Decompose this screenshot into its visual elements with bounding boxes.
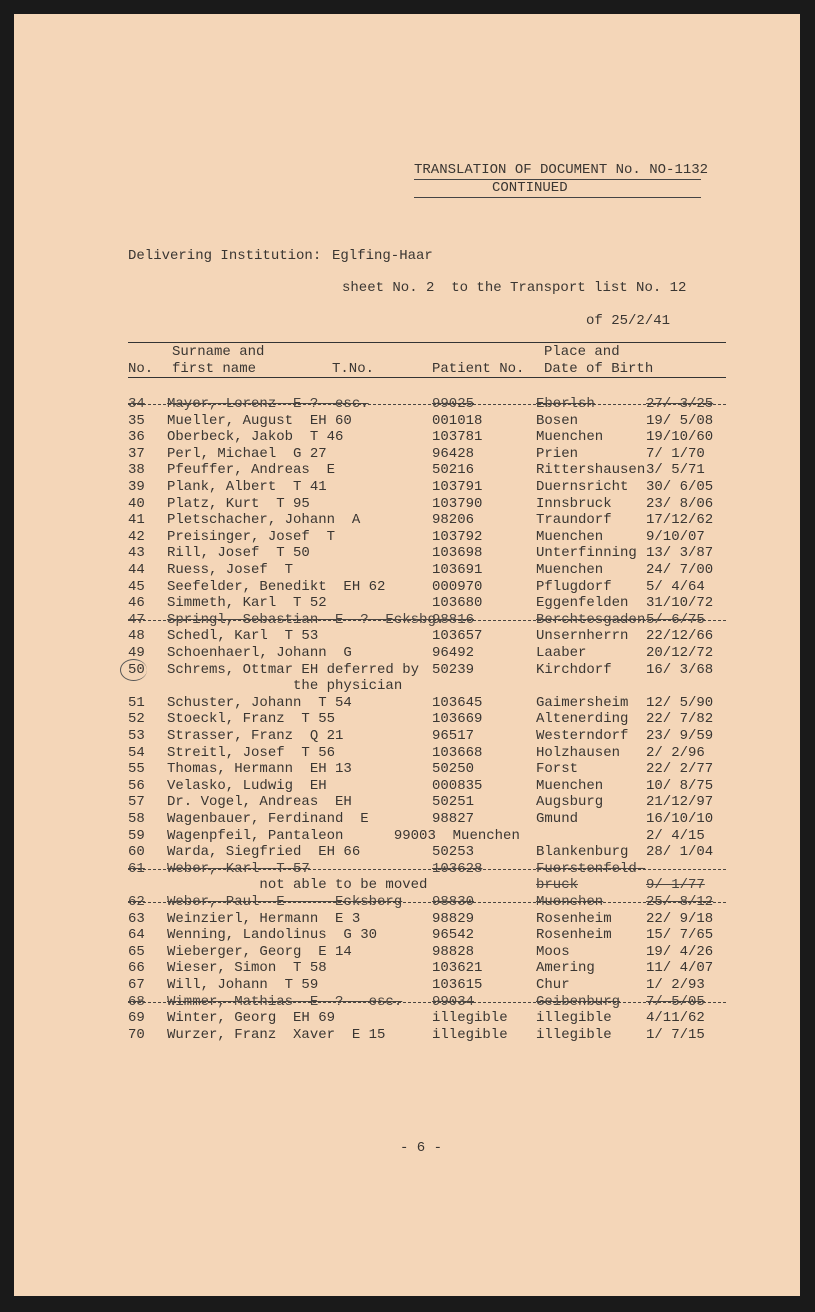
row-name: Schedl, Karl T 53 (167, 628, 319, 645)
page-number: - 6 - (400, 1140, 443, 1156)
row-name: Mayer, Lorenz E ? esc. (167, 396, 369, 412)
table-row (14, 628, 800, 644)
row-name: Plank, Albert T 41 (167, 479, 327, 495)
row-name: Seefelder, Benedikt EH 62 (167, 578, 386, 595)
row-patient-no: 103781 (432, 429, 483, 446)
row-date: 31/10/72 (646, 595, 714, 612)
row-patient-no: 98206 (432, 512, 475, 529)
row-date: 9/10/07 (646, 528, 705, 545)
row-date: 16/ 3/68 (646, 661, 714, 678)
row-name: Schoenhaerl, Johann G (167, 645, 352, 661)
row-date: 9/ 1/77 (646, 877, 705, 894)
row-place: Muenchen (536, 528, 604, 545)
row-date: 10/ 8/75 (646, 777, 714, 794)
table-row (14, 794, 800, 810)
row-number: 43 (128, 545, 145, 562)
row-name: Weinzierl, Hermann E 3 (167, 910, 361, 927)
row-number: 61 (128, 860, 145, 877)
row-name: the physician (167, 678, 403, 695)
row-patient-no: 000835 (432, 777, 483, 794)
row-name: Weber, Karl T 57 (167, 860, 310, 877)
row-number: 34 (128, 396, 145, 412)
row-date: 7/ 1/70 (646, 445, 705, 462)
table-row (14, 960, 800, 976)
institution-label: Delivering Institution: (128, 248, 322, 264)
col-header-no: No. (128, 361, 154, 377)
row-place: Rosenheim (536, 927, 612, 944)
row-patient-no: 98830 (432, 894, 475, 910)
row-patient-no: 103790 (432, 495, 483, 512)
row-date: 20/12/72 (646, 645, 714, 661)
row-patient-no: 103792 (432, 528, 483, 545)
row-name: Simmeth, Karl T 52 (167, 595, 327, 612)
row-date: 5/ 6/75 (646, 611, 705, 628)
row-patient-no: 001018 (432, 412, 483, 429)
row-number: 50 (128, 661, 145, 678)
table-row (14, 579, 800, 595)
row-place: Muenchen (536, 429, 604, 446)
row-patient-no: 98828 (432, 943, 475, 960)
row-name: Preisinger, Josef T (167, 528, 336, 545)
row-place: Berchtesgaden (536, 611, 646, 628)
row-number: 63 (128, 910, 145, 927)
row-number: 70 (128, 1026, 145, 1043)
row-name: Pletschacher, Johann A (167, 512, 361, 529)
row-place: Kirchdorf (536, 661, 612, 678)
strike-line (128, 1002, 726, 1004)
row-name: Wenning, Landolinus G 30 (167, 927, 378, 944)
row-name: Oberbeck, Jakob T 46 (167, 429, 344, 446)
row-date: 23/ 8/06 (646, 495, 714, 512)
row-name: Winter, Georg EH 69 (167, 1010, 336, 1027)
row-date: 15/ 7/65 (646, 927, 714, 944)
table-top-rule (128, 342, 726, 343)
row-place: Rosenheim (536, 910, 612, 927)
row-place: Laaber (536, 645, 587, 661)
row-patient-no: 96542 (432, 927, 475, 944)
row-place: Bosen (536, 412, 579, 429)
row-place: Altenerding (536, 711, 629, 728)
row-place: Chur (536, 977, 570, 993)
row-number: 41 (128, 512, 145, 529)
row-patient-no: 103657 (432, 628, 483, 645)
row-patient-no: 96492 (432, 645, 475, 661)
row-date: 2/ 2/96 (646, 744, 705, 761)
table-row (14, 927, 800, 943)
row-date: 22/12/66 (646, 628, 714, 645)
row-date: 12/ 5/90 (646, 694, 714, 711)
table-row (14, 413, 800, 429)
table-row (14, 977, 800, 993)
document-title: TRANSLATION OF DOCUMENT No. NO-1132 (414, 162, 709, 178)
row-place: Prien (536, 445, 579, 462)
row-number: 67 (128, 977, 145, 993)
row-number: 62 (128, 894, 145, 910)
row-number: 58 (128, 811, 145, 827)
row-number: 54 (128, 744, 145, 761)
row-name: Dr. Vogel, Andreas EH (167, 794, 352, 811)
row-place: bruck (536, 877, 579, 894)
row-name: Perl, Michael G 27 (167, 445, 327, 462)
row-name: Wagenbauer, Ferdinand E (167, 811, 369, 827)
row-patient-no: 98816 (432, 611, 475, 628)
row-name: Wieser, Simon T 58 (167, 960, 327, 977)
row-date: 21/12/97 (646, 794, 714, 811)
row-place: illegible (536, 1026, 612, 1043)
row-place: Gmund (536, 811, 579, 827)
table-row (14, 662, 800, 678)
table-row (14, 728, 800, 744)
row-place: Fuerstenfeld- (536, 860, 646, 877)
row-date: 23/ 9/59 (646, 728, 714, 744)
row-name: Wurzer, Franz Xaver E 15 (167, 1026, 386, 1043)
row-number: 65 (128, 943, 145, 960)
row-name: Will, Johann T 59 (167, 977, 319, 993)
row-date: 7/ 5/05 (646, 993, 705, 1010)
row-patient-no: 103669 (432, 711, 483, 728)
table-row (14, 894, 800, 910)
table-row (14, 462, 800, 478)
row-date: 2/ 4/15 (646, 827, 705, 844)
institution-value: Eglfing-Haar (332, 248, 433, 264)
row-date: 28/ 1/04 (646, 844, 714, 861)
row-number: 35 (128, 412, 145, 429)
row-number: 64 (128, 927, 145, 944)
table-row (14, 911, 800, 927)
row-patient-no: 103791 (432, 479, 483, 495)
row-name: Pfeuffer, Andreas E (167, 462, 336, 479)
row-date: 1/ 7/15 (646, 1026, 705, 1043)
table-row (14, 761, 800, 777)
row-date: 11/ 4/07 (646, 960, 714, 977)
row-number: 38 (128, 462, 145, 479)
row-patient-no: 103621 (432, 960, 483, 977)
row-name: Velasko, Ludwig EH (167, 777, 327, 794)
row-number: 39 (128, 479, 145, 495)
row-number: 48 (128, 628, 145, 645)
row-place: Westerndorf (536, 728, 629, 744)
row-place: Unterfinning (536, 545, 637, 562)
row-place: Unsernherrn (536, 628, 629, 645)
table-row (14, 512, 800, 528)
row-place: Pflugdorf (536, 578, 612, 595)
row-place: Eberlsh (536, 396, 595, 412)
row-patient-no: illegible (432, 1010, 508, 1027)
table-row (14, 446, 800, 462)
col-header-patient: Patient No. (432, 361, 525, 377)
row-number: 53 (128, 728, 145, 744)
row-patient-no: 50216 (432, 462, 475, 479)
table-row (14, 612, 800, 628)
row-patient-no: 98829 (432, 910, 475, 927)
row-number: 69 (128, 1010, 145, 1027)
row-number: 36 (128, 429, 145, 446)
document-subtitle: CONTINUED (492, 180, 568, 196)
row-date: 3/ 5/71 (646, 462, 705, 479)
row-number: 40 (128, 495, 145, 512)
col-header-name-1: Surname and (172, 344, 265, 360)
row-place: Muenchen (536, 777, 604, 794)
col-header-name-2: first name (172, 361, 257, 377)
subtitle-underline (414, 197, 701, 198)
row-date: 1/ 2/93 (646, 977, 705, 993)
row-patient-no: 96517 (432, 728, 475, 744)
row-place: Rittershausen (536, 462, 646, 479)
table-row (14, 861, 800, 877)
table-row (14, 562, 800, 578)
row-number: 55 (128, 761, 145, 778)
row-place: Innsbruck (536, 495, 612, 512)
col-header-tno: T.No. (332, 361, 375, 377)
row-name: Schrems, Ottmar EH deferred by (167, 661, 420, 678)
row-patient-no: illegible (432, 1026, 508, 1043)
row-name: Wimmer, Mathias E ? esc. (167, 993, 403, 1010)
row-date: 4/11/62 (646, 1010, 705, 1027)
row-place: Holzhausen (536, 744, 621, 761)
table-row (14, 944, 800, 960)
strike-line (128, 869, 726, 871)
row-name: Wagenpfeil, Pantaleon 99003 Muenchen (167, 827, 520, 844)
row-date: 17/12/62 (646, 512, 714, 529)
table-row (14, 711, 800, 727)
table-row (14, 429, 800, 445)
row-patient-no: 000970 (432, 578, 483, 595)
row-number: 56 (128, 777, 145, 794)
table-row (14, 778, 800, 794)
row-place: Duernsricht (536, 479, 629, 495)
table-row (14, 1010, 800, 1026)
row-patient-no: 50253 (432, 844, 475, 861)
table-row (14, 396, 800, 412)
row-patient-no: 99034 (432, 993, 475, 1010)
row-number: 66 (128, 960, 145, 977)
table-row (14, 1027, 800, 1043)
row-place: Amering (536, 960, 595, 977)
row-name: Mueller, August EH 60 (167, 412, 352, 429)
row-number: 37 (128, 445, 145, 462)
row-number: 52 (128, 711, 145, 728)
row-patient-no: 50250 (432, 761, 475, 778)
row-name: Thomas, Hermann EH 13 (167, 761, 352, 778)
row-date: 30/ 6/05 (646, 479, 714, 495)
sheet-line: sheet No. 2 to the Transport list No. 12 (342, 280, 687, 296)
row-name: Rill, Josef T 50 (167, 545, 310, 562)
row-name: Warda, Siegfried EH 66 (167, 844, 361, 861)
row-patient-no: 103691 (432, 562, 483, 578)
table-row (14, 877, 800, 893)
table-row (14, 828, 800, 844)
row-name: Springl, Sebastian E ? Ecksbg. (167, 611, 445, 628)
table-row (14, 678, 800, 694)
row-name: Streitl, Josef T 56 (167, 744, 336, 761)
row-place: Muenchen (536, 894, 604, 910)
table-header-rule (128, 377, 726, 378)
row-date: 19/ 5/08 (646, 412, 714, 429)
row-patient-no: 50251 (432, 794, 475, 811)
row-number: 44 (128, 562, 145, 578)
row-place: Augsburg (536, 794, 604, 811)
row-name: Stoeckl, Franz T 55 (167, 711, 336, 728)
row-place: Muenchen (536, 562, 604, 578)
table-row (14, 844, 800, 860)
row-date: 5/ 4/64 (646, 578, 705, 595)
row-patient-no: 98827 (432, 811, 475, 827)
row-number: 49 (128, 645, 145, 661)
table-row (14, 496, 800, 512)
row-place: Forst (536, 761, 579, 778)
table-row (14, 811, 800, 827)
row-patient-no: 103680 (432, 595, 483, 612)
row-name: Weber, Paul E Ecksberg (167, 894, 403, 910)
table-row (14, 479, 800, 495)
row-number: 60 (128, 844, 145, 861)
row-patient-no: 103628 (432, 860, 483, 877)
row-place: Eggenfelden (536, 595, 629, 612)
row-date: 24/ 7/00 (646, 562, 714, 578)
row-patient-no: 50239 (432, 661, 475, 678)
strike-line (128, 404, 726, 406)
row-name: Wieberger, Georg E 14 (167, 943, 352, 960)
row-number: 47 (128, 611, 145, 628)
row-date: 25/ 8/12 (646, 894, 714, 910)
row-number: 51 (128, 694, 145, 711)
row-patient-no: 103668 (432, 744, 483, 761)
row-date: 22/ 2/77 (646, 761, 714, 778)
row-name: Platz, Kurt T 95 (167, 495, 310, 512)
row-date: 22/ 9/18 (646, 910, 714, 927)
table-row (14, 994, 800, 1010)
row-number: 42 (128, 528, 145, 545)
row-place: illegible (536, 1010, 612, 1027)
document-page (14, 14, 800, 1296)
row-date: 13/ 3/87 (646, 545, 714, 562)
table-row (14, 595, 800, 611)
row-place: Blankenburg (536, 844, 629, 861)
row-place: Gaimersheim (536, 694, 629, 711)
date-line: of 25/2/41 (586, 313, 671, 329)
row-date: 16/10/10 (646, 811, 714, 827)
row-place: Traundorf (536, 512, 612, 529)
table-row (14, 545, 800, 561)
row-patient-no: 96428 (432, 445, 475, 462)
row-number: 46 (128, 595, 145, 612)
row-patient-no: 103698 (432, 545, 483, 562)
row-number: 59 (128, 827, 145, 844)
table-row (14, 529, 800, 545)
row-name: Strasser, Franz Q 21 (167, 728, 344, 744)
row-name: not able to be moved (167, 877, 428, 894)
row-date: 19/10/60 (646, 429, 714, 446)
row-date: 22/ 7/82 (646, 711, 714, 728)
strike-line (128, 902, 726, 904)
col-header-place-2: Date of Birth (544, 361, 654, 377)
row-date: 27/ 3/25 (646, 396, 714, 412)
row-name: Schuster, Johann T 54 (167, 694, 352, 711)
col-header-place-1: Place and (544, 344, 620, 360)
table-row (14, 695, 800, 711)
row-place: Moos (536, 943, 570, 960)
row-patient-no: 103645 (432, 694, 483, 711)
row-number: 45 (128, 578, 145, 595)
row-name: Ruess, Josef T (167, 562, 294, 578)
row-date: 19/ 4/26 (646, 943, 714, 960)
row-patient-no: 103615 (432, 977, 483, 993)
table-row (14, 745, 800, 761)
strike-line (128, 620, 726, 622)
row-number: 68 (128, 993, 145, 1010)
row-number: 57 (128, 794, 145, 811)
row-place: Geibenburg (536, 993, 621, 1010)
row-patient-no: 99025 (432, 396, 475, 412)
